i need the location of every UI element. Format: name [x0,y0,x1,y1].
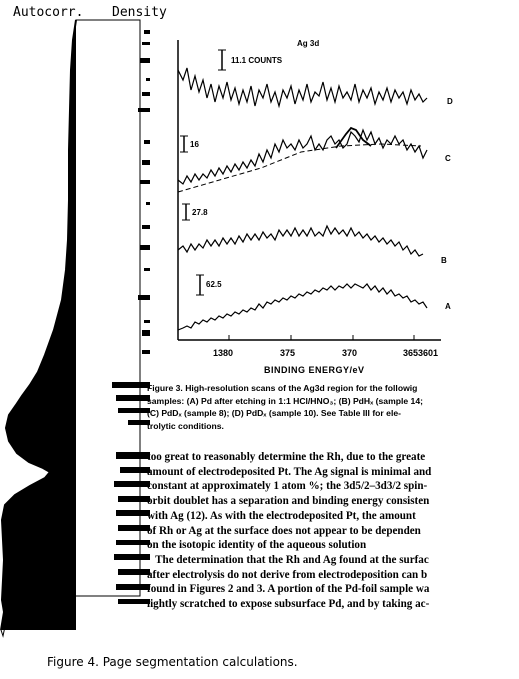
caption-line: samples: (A) Pd after etching in 1:1 HCl/HNO₃; (B) PdHₓ (sample 14; [147,395,423,406]
body-text [147,450,519,612]
figure-3-caption [147,382,519,432]
scale-label-a: 62.5 [206,280,222,289]
trace-label-d: D [447,97,453,106]
trace-label-c: C [445,154,451,163]
figure-caption: Figure 4. Page segmentation calculations. [47,655,298,669]
x-axis-label: BINDING ENERGY/eV [264,365,365,375]
caption-line: trolytic conditions. [147,420,224,431]
body-line: too great to reasonably determine the Rh, due to the greate [147,451,426,463]
trace-label-a: A [445,302,451,311]
body-line: on the isotopic identity of the aqueous solution [147,539,367,552]
x-tick-label-last: 3601 [418,348,439,358]
body-line: orbit doublet has a separation and binding energy consisten [147,495,430,508]
scale-label-b: 27.8 [192,208,208,217]
body-line: The determination that the Rh and Ag found at the surfac [147,553,429,566]
body-line: constant at approximately 1 atom %; the 3d5/2–3d3/2 spin- [147,480,428,493]
autocorr-bars [112,20,152,640]
density-fill [0,0,90,640]
trace-label-b: B [441,256,447,265]
scan-title: Ag 3d [297,39,320,48]
counts-label: 11.1 COUNTS [231,56,283,65]
x-tick-label: 365 [403,348,419,358]
body-line: found in Figures 2 and 3. A portion of the Pd-foil sample wa [147,583,430,596]
x-tick-label: 1380 [213,348,234,358]
autocorr-label: Autocorr. [13,5,84,20]
body-line: lightly scratched to expose subsurface Pd, and by taking ac- [147,598,430,611]
body-line: after electrolysis do not derive from electrodeposition can b [147,568,428,581]
scale-label-c: 16 [190,140,199,149]
density-label: Density [112,5,167,20]
body-line: of Rh or Ag at the surface does not appear to be dependen [147,524,421,537]
x-tick-label: 370 [342,348,358,358]
caption-line: Figure 3. High-resolution scans of the Ag3d region for the followig [147,383,418,393]
body-line: amount of electrodeposited Pt. The Ag signal is minimal and [147,465,432,478]
caption-line: (C) PdDₓ (sample 8); (D) PdDₓ (sample 10). See Table III for ele- [147,408,401,418]
x-tick-label: 375 [280,348,296,358]
scan-plot [151,40,451,370]
body-line: with Ag (12). As with the electrodeposited Pt, the amount [147,509,416,522]
